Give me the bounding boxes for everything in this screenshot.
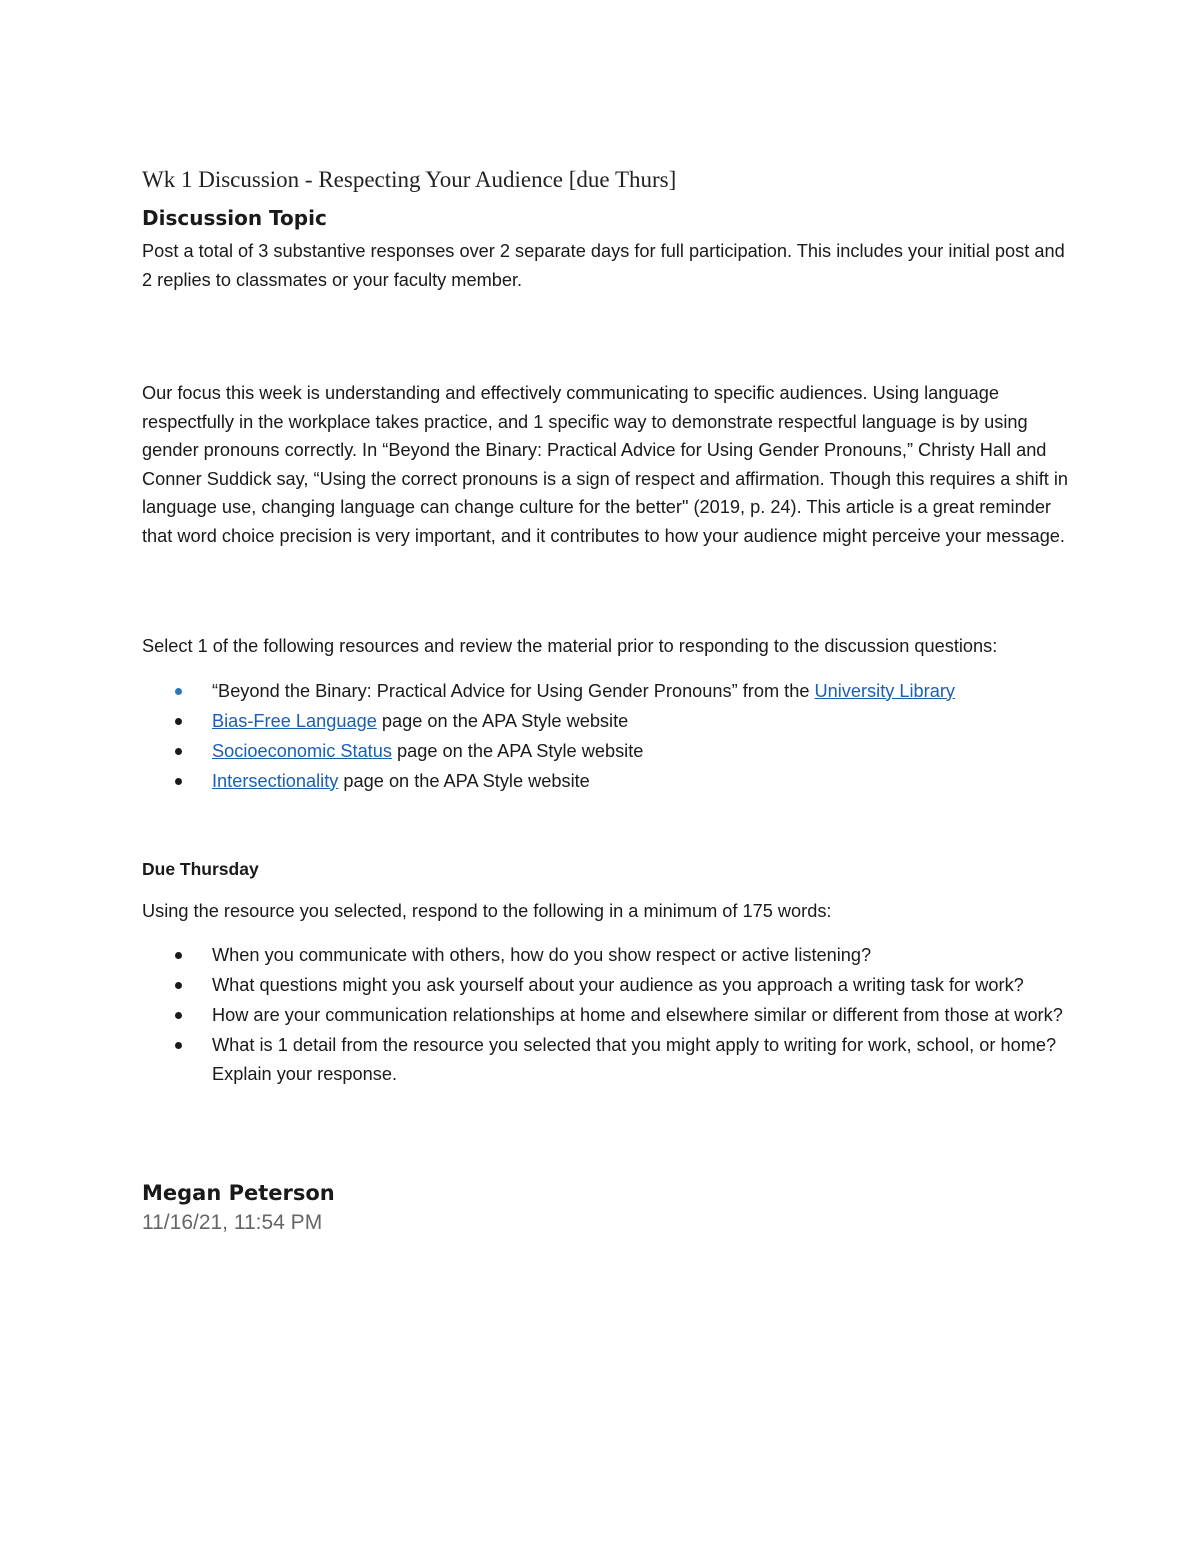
socioeconomic-status-link[interactable]: Socioeconomic Status — [212, 740, 392, 761]
list-item — [142, 677, 1072, 706]
discussion-topic-heading: Discussion Topic — [142, 206, 327, 230]
bullet-icon — [175, 1012, 182, 1019]
question-text: What questions might you ask yourself about your audience as you approach a writing task for work? — [212, 975, 1024, 995]
bullet-icon — [175, 982, 182, 989]
due-thursday-heading: Due Thursday — [142, 858, 259, 879]
list-item — [142, 737, 1072, 766]
focus-paragraph: Our focus this week is understanding and effectively communicating to specific audiences. Using language respectfully in the workplace takes practice, and 1 specific way to demonstrate respectful language is by using gender pronouns correctly. In “Beyond the Binary: Practical Advice for Using Gender Pronouns,” Christy Hall and Conner Suddick say, “Using the correct pronouns is a sign of respect and affirmation. Though this requires a shift in language use, changing language can change culture for the better" (2019, p. 24). This article is a great reminder that word choice precision is very important, and it contributes to how your audience might perceive your message. — [142, 383, 1069, 546]
spacer — [142, 1090, 1072, 1178]
bullet-icon — [175, 718, 182, 725]
question-list — [142, 941, 1072, 1088]
bullet-icon — [175, 952, 182, 959]
university-library-link[interactable]: University Library — [814, 680, 955, 701]
select-intro-paragraph: Select 1 of the following resources and review the material prior to responding to the discussion questions: — [142, 636, 998, 656]
list-item — [142, 707, 1072, 736]
spacer — [142, 797, 1072, 855]
bias-free-language-link[interactable]: Bias-Free Language — [212, 710, 377, 731]
bullet-icon — [175, 748, 182, 755]
list-item — [142, 1031, 1072, 1088]
resource-text: page on the APA Style website — [391, 740, 644, 761]
question-text: When you communicate with others, how do you show respect or active listening? — [212, 945, 872, 965]
resource-text: “Beyond the Binary: Practical Advice for Using Gender Pronouns” from the — [212, 680, 815, 701]
post-author[interactable]: Megan Peterson — [142, 1180, 335, 1205]
spacer — [142, 550, 1072, 632]
bullet-icon — [175, 1042, 182, 1049]
question-text: What is 1 detail from the resource you selected that you might apply to writing for work, school, or home? Explain your response. — [212, 1035, 1057, 1084]
bullet-icon — [175, 688, 182, 695]
post-timestamp: 11/16/21, 11:54 PM — [142, 1210, 323, 1234]
question-text: How are your communication relationships at home and elsewhere similar or different from those at work? — [212, 1005, 1063, 1025]
spacer — [142, 294, 1072, 379]
participation-paragraph: Post a total of 3 substantive responses over 2 separate days for full participation. This includes your initial post and 2 replies to classmates or your faculty member. — [142, 241, 1065, 290]
spacer — [142, 925, 1072, 941]
list-item — [142, 971, 1072, 1000]
bullet-icon — [175, 778, 182, 785]
intersectionality-link[interactable]: Intersectionality — [212, 770, 339, 791]
resource-list — [142, 677, 1072, 796]
spacer — [142, 883, 1072, 897]
respond-intro-paragraph: Using the resource you selected, respond to the following in a minimum of 175 words: — [142, 900, 832, 921]
list-item — [142, 767, 1072, 796]
page-title: Wk 1 Discussion - Respecting Your Audience [due Thurs] — [142, 167, 677, 192]
resource-text: page on the APA Style website — [376, 710, 629, 731]
discussion-document — [142, 163, 1072, 1238]
list-item — [142, 1001, 1072, 1030]
resource-text: page on the APA Style website — [338, 770, 590, 791]
list-item — [142, 941, 1072, 970]
spacer — [142, 661, 1072, 677]
